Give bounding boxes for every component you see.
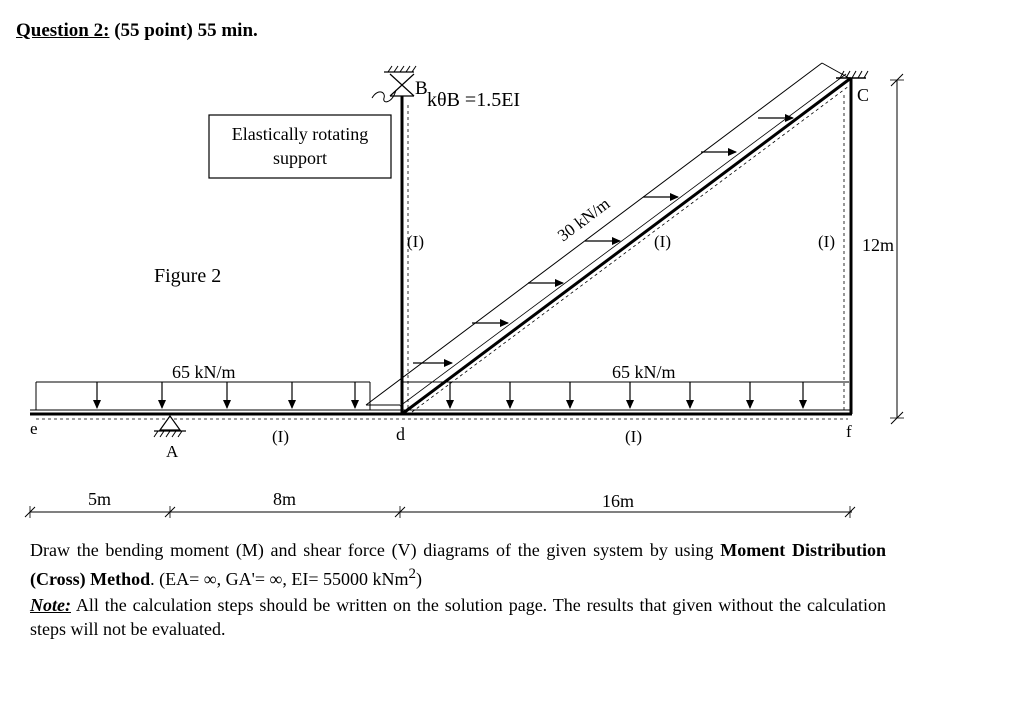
- question-label: Question 2:: [16, 20, 110, 41]
- question-points: (55 point): [114, 20, 193, 41]
- right-udl-label: 65 kN/m: [612, 362, 676, 382]
- rotational-spring-support-b: [372, 66, 416, 102]
- note-paragraph: [30, 593, 886, 641]
- task-text-3: ): [416, 569, 422, 589]
- note-text: All the calculation steps should be written on the solution page. The results that given without the calculation steps will not be evaluated.: [30, 595, 886, 639]
- right-column-inertia: (I): [818, 232, 835, 251]
- horizontal-dimension: [25, 506, 855, 518]
- diagonal-member-edge: [400, 74, 846, 406]
- node-a-label: A: [166, 442, 179, 461]
- node-f-label: f: [846, 422, 852, 441]
- note-label: Note:: [30, 595, 71, 615]
- spring-stiffness-label: kθB =1.5EI: [427, 89, 521, 111]
- right-udl: [402, 382, 849, 408]
- figure-caption: Figure 2: [154, 265, 222, 287]
- node-c-label: C: [857, 85, 870, 105]
- left-udl-label: 65 kN/m: [172, 362, 236, 382]
- support-box-line1: Elastically rotating: [231, 124, 369, 144]
- diagonal-inertia: (I): [654, 232, 671, 251]
- task-method: Moment Distribution (Cross) Method: [30, 540, 886, 589]
- dim-8m-label: 8m: [273, 489, 297, 509]
- node-b-label: B: [415, 78, 428, 99]
- diagonal-load-label: 30 kN/m: [553, 193, 614, 246]
- node-e-label: e: [30, 419, 38, 438]
- dim-16m-label: 16m: [602, 491, 635, 511]
- task-unit-exponent: 2: [408, 566, 416, 582]
- dim-5m-label: 5m: [88, 489, 112, 509]
- task-description: [30, 538, 886, 591]
- task-text-1: Draw the bending moment (M) and shear force (V) diagrams of the given system by using: [30, 540, 721, 560]
- height-dimension-label: 12m: [862, 235, 895, 255]
- task-text-2: . (EA= ∞, GA'= ∞, EI= 55000 kNm: [150, 569, 409, 589]
- right-beam-inertia: (I): [625, 427, 642, 446]
- node-d-label: d: [396, 424, 405, 444]
- support-box-line2: support: [273, 148, 327, 168]
- question-time: 55 min.: [197, 20, 258, 41]
- left-beam-inertia: (I): [272, 427, 289, 446]
- diagonal-load: [366, 63, 849, 405]
- left-udl: [36, 382, 370, 410]
- column-inertia: (I): [407, 232, 424, 251]
- dashed-fibres: [36, 86, 849, 419]
